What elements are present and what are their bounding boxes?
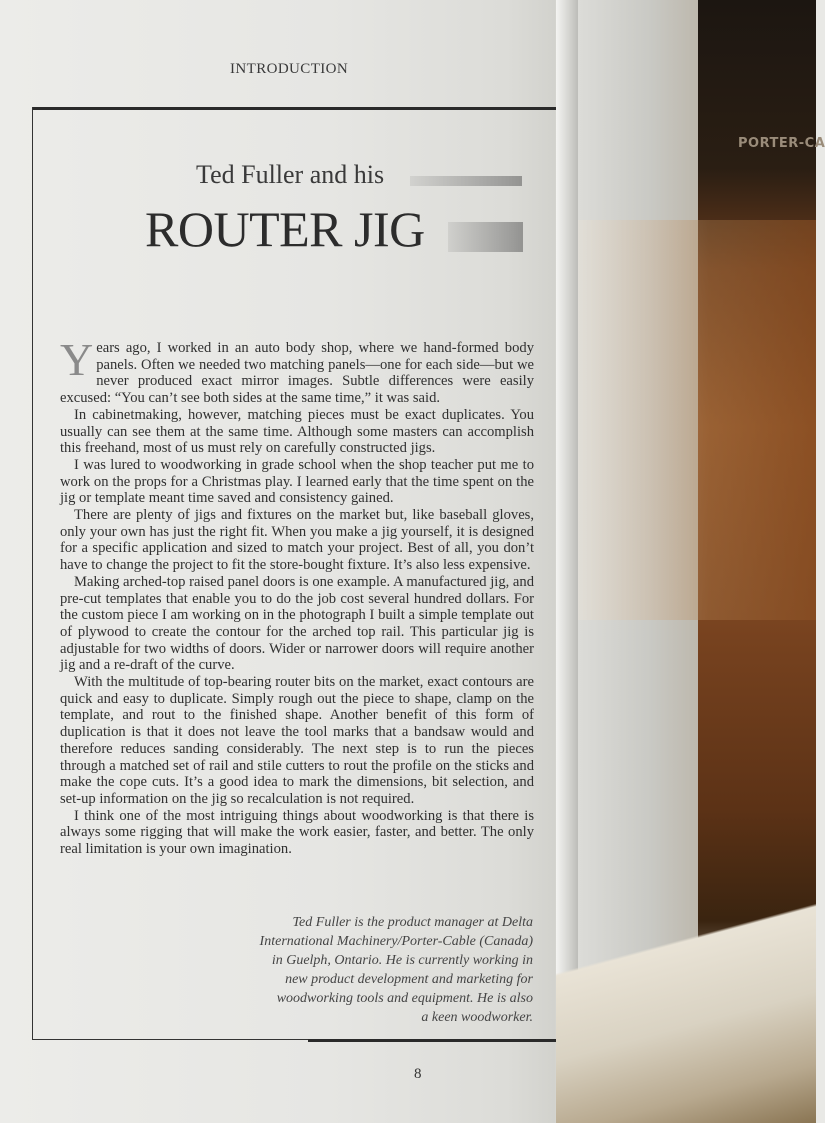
paragraph: Making arched-top raised panel doors is one example. A manufactured jig, and pre-cut templates that enable you to do the job cost several hundred dollars. For the custom piece I am working on in the photograph I built a simple template out of plywood to create the contour for the arched top rail. This particular jig is adjustable for two widths of doors. Wider or narrower doors will require another jig and a re-draft of the curve. xyxy=(60,573,534,674)
drop-cap: Y xyxy=(60,334,94,385)
bio-line: a keen woodworker. xyxy=(421,1010,533,1025)
photo-arched-door xyxy=(578,220,816,620)
frame-left-rule xyxy=(32,107,33,1040)
top-rule xyxy=(32,107,556,110)
paragraph: In cabinetmaking, however, matching pieces must be exact duplicates. You usually can see them at the same time. Although some masters can accomplish this freehand, most of us must rely on carefully constructed jigs. xyxy=(60,406,534,457)
bottom-rule xyxy=(308,1039,556,1042)
paragraph: I think one of the most intriguing things about woodworking is that there is always some rigging that will make the work easier, faster, and better. The only real limitation is your own imagination. xyxy=(60,807,534,858)
bio-line: new product development and marketing for xyxy=(285,972,533,987)
paragraph: There are plenty of jigs and fixtures on the market but, like baseball gloves, only your own has just the right fit. When you make a jig yourself, it is designed for a specific application and sized to match your project. Best of all, you don’t have to change the project to fit the store-bought fixture. It’s also less expensive. xyxy=(60,507,534,574)
paragraph: I was lured to woodworking in grade school when the shop teacher put me to work on the props for a Christmas play. I learned early that the time spent on the jig or template meant time saved and consistency gained. xyxy=(60,456,534,507)
photo-workbench xyxy=(556,900,816,1123)
paragraph: With the multitude of top-bearing router bits on the market, exact contours are quick and easy to duplicate. Simply rough out the piece to shape, clamp on the template, and rout to the finished shape. Another benefit of this form of duplication is that it does not leave the tool marks that a bandsaw would and therefore reduces sanding considerably. The next step is to run the pieces through a matched set of rail and stile cutters to rout the profile on the sticks and make the cope cuts. It’s a good idea to mark the dimensions, bit selection, and set-up information on the jig so recalculation is not required. xyxy=(60,674,534,807)
author-bio xyxy=(250,913,533,1027)
bio-line: in Guelph, Ontario. He is currently working in xyxy=(271,953,533,968)
article-body xyxy=(60,334,534,858)
bio-line: International Machinery/Porter-Cable (Canada) xyxy=(259,934,533,949)
title-kicker: Ted Fuller and his xyxy=(196,160,385,189)
title-shade xyxy=(448,222,523,252)
photo-brand-text: PORTER-CA xyxy=(738,136,825,151)
page-number: 8 xyxy=(414,1066,422,1082)
workshop-photo xyxy=(556,0,825,1123)
running-head: INTRODUCTION xyxy=(230,61,349,77)
bio-line: woodworking tools and equipment. He is also xyxy=(276,991,533,1006)
bio-line: Ted Fuller is the product manager at Delta xyxy=(292,915,533,930)
title-shade xyxy=(410,176,522,186)
paragraph: Years ago, I worked in an auto body shop, where we hand-formed body panels. Often we needed two matching panels—one for each side—but we never produced exact mirror images. Subtle differences were easily excused: “You can’t see both sides at the same time,” it was said. xyxy=(60,334,534,407)
page-title: ROUTER JIG xyxy=(145,201,425,257)
